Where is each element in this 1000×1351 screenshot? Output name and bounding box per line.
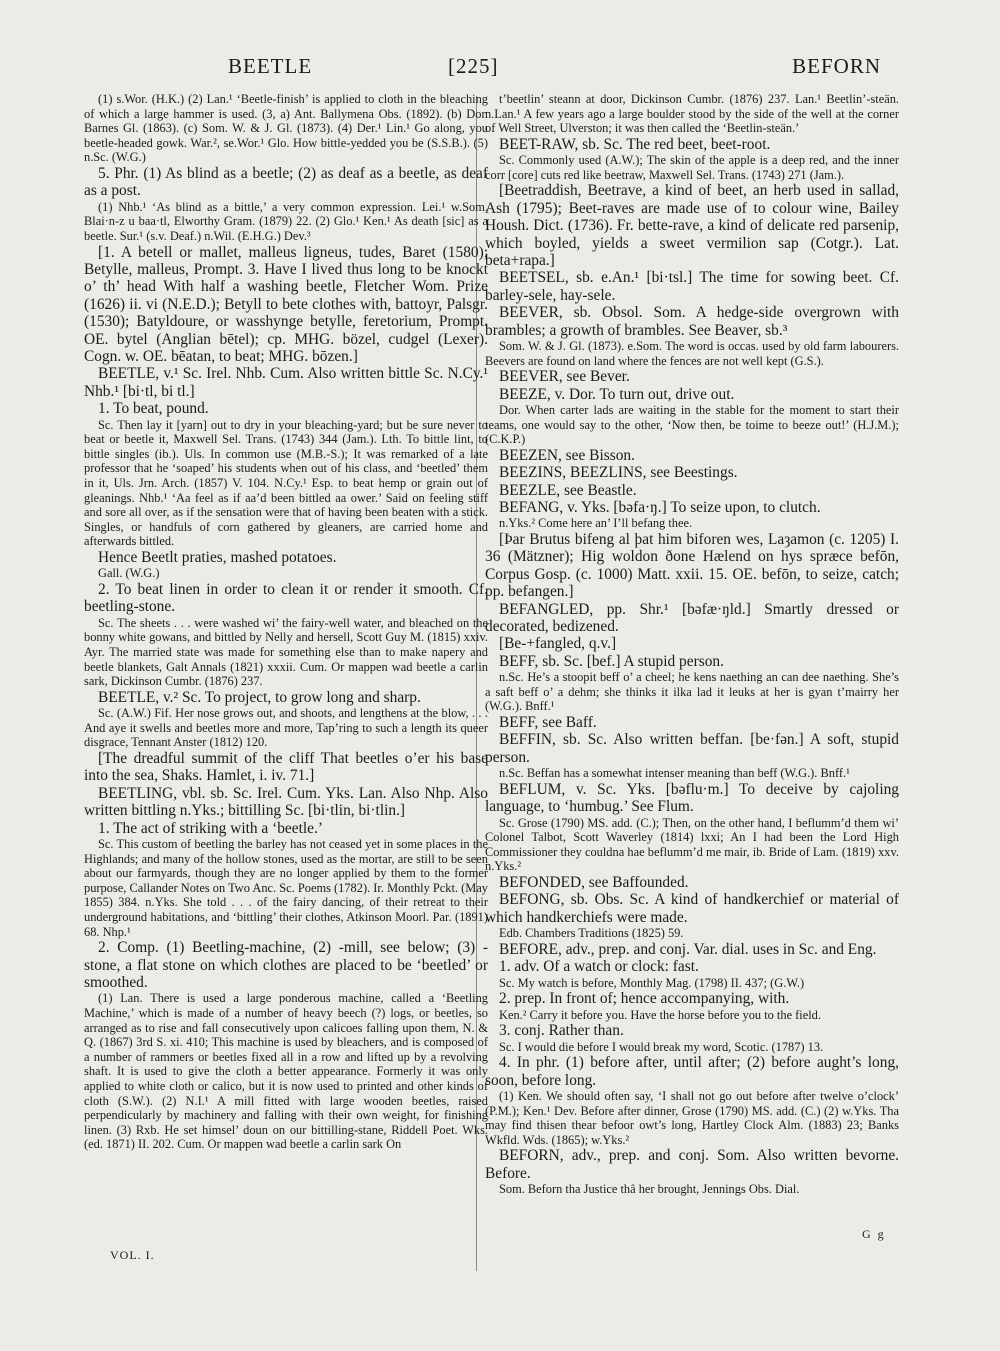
- page-number: [225]: [448, 54, 499, 78]
- entry-paragraph: 3. conj. Rather than.: [499, 1022, 624, 1040]
- entry-paragraph: BEFF, see Baff.: [499, 714, 597, 732]
- entry-paragraph: BEFONDED, see Baffounded.: [499, 874, 689, 892]
- entry-paragraph: BEEVER, see Bever.: [499, 368, 630, 386]
- citation-paragraph: Sc. Commonly used (A.W.); The skin of the apple is a deep red, and the inner corr [core] cuts red like beetraw, Maxwell Sel. Trans. (1743) 271 (Jam.).: [485, 153, 899, 182]
- entry-paragraph: Hence Beetlt praties, mashed potatoes.: [98, 548, 337, 566]
- citation-paragraph: Sc. Then lay it [yarn] out to dry in your bleaching-yard; but be sure never to beat or beetle it, Maxwell Sel. Trans. (1743) 344 (Jam.). Lth. To bittle lint, to bittle singles (ib.). Uls. In common use (M.B.-S.); It was remarked of a late professor that he ‘soaped’ his students when out of his class, and ‘beetled’ them in it, Uls. Jrn. Arch. (1857) V. 104. N.Cy.¹ Esp. to beat hemp or grain out of gleanings. Nhb.¹ ‘Aa feel as if aa’d been bittled aa ower.’ Said on feeling stiff and sore all over, as if the sensation were that of having been beaten with a stick. Singles, or handfuls of corn gathered by gleaners, are carried home and afterwards bittled.: [84, 417, 488, 549]
- citation-paragraph: Gall. (W.G.): [98, 566, 160, 581]
- citation-paragraph: t’beetlin’ steann at door, Dickinson Cumbr. (1876) 237. Lan.¹ Beetlin’-steän. n.Lan.¹ A few years ago a large boulder stood by the side of the well at the corner of Well Street, Ulverston; it was then called the ‘Beetlin-steän.’: [485, 92, 899, 136]
- citation-paragraph: (1) Lan. There is used a large ponderous machine, called a ‘Beetling Machine,’ which is made of a number of heavy beech (?) logs, or beetles, so arranged as to rise and fall consecutively upon calicoes falling upon them, N. & Q. (1867) 3rd S. xi. 410; This machine is used by bleachers, and is composed of a number of rammers or beetles fixed all in a row and lifted up by a revolving shaft. It is used to give the cloth a better appearance. Formerly it was only applied to white cloth or calico, but it is now used to printed and other kinds of cloth (S.W.). (2) N.I.¹ A mill fitted with large wooden beetles, raised perpendicularly by machinery and falling with their own weight, for finishing linen. (3) Rxb. He set himsel’ doun on our bittilling-stane, Riddell Poet. Wks. (ed. 1871) II. 202. Cum. Or mappen wad beetle a carlin sark On: [84, 991, 488, 1152]
- entry-paragraph: [Þar Brutus bifeng al þat him biforen wes, Laȝamon (c. 1205) I. 36 (Mätzner); Hig woldon ðone Hælend on hys spræce befōn, Corpus Gosp. (c. 1000) Matt. xxii. 15. OE. befōn, to seize, catch; pp. befangen.]: [485, 531, 899, 601]
- entry-paragraph: 2. prep. In front of; hence accompanying, with.: [499, 990, 790, 1008]
- entry-paragraph: BEFFIN, sb. Sc. Also written beffan. [be·fən.] A soft, stupid person.: [485, 731, 899, 766]
- citation-paragraph: Dor. When carter lads are waiting in the stable for the moment to start their teams, one would say to the other, ‘Now then, be toime to beeze out!’ (H.J.M.); (C.K.P.): [485, 403, 899, 447]
- citation-paragraph: n.Sc. He’s a stoopit beff o’ a cheel; he kens naething an can dee naething. She’s a saft beff o’ a dehm; she thinks it ilka lad it leuks at her is gyan t’mairry her (W.G.). Bnff.¹: [485, 670, 899, 714]
- entry-paragraph: BEEZLE, see Beastle.: [499, 481, 637, 499]
- citation-paragraph: Som. Beforn tha Justice thâ her brought, Jennings Obs. Dial.: [499, 1182, 800, 1197]
- entry-paragraph: BEEVER, sb. Obsol. Som. A hedge-side overgrown with brambles; a growth of brambles. See Beaver, sb.³: [485, 304, 899, 339]
- entry-paragraph: BEETLING, vbl. sb. Sc. Irel. Cum. Yks. Lan. Also Nhp. Also written bittling n.Yks.; bittilling Sc. [bi·tlin, bi·tlin.]: [84, 784, 488, 820]
- entry-paragraph: 5. Phr. (1) As blind as a beetle; (2) as deaf as a beetle, as deaf as a post.: [84, 164, 488, 200]
- left-column: [84, 92, 488, 1282]
- entry-paragraph: BEFORN, adv., prep. and conj. Som. Also written bevorne. Before.: [485, 1147, 899, 1182]
- running-header: [90, 54, 945, 84]
- citation-paragraph: n.Sc. Beffan has a somewhat intenser meaning than beff (W.G.). Bnff.¹: [499, 766, 850, 781]
- citation-paragraph: Sc. I would die before I would break my word, Scotic. (1787) 13.: [499, 1039, 824, 1054]
- citation-paragraph: Sc. The sheets . . . were washed wi’ the fairy-well water, and bleached on the bonny white gowans, and bittled by Nelly and hersell, Scott Guy M. (1815) xxiv. Ayr. The married state was made for something else than to make napery and beetle blankets, Galt Annals (1821) xxxii. Cum. Or mappen wad beetle a carlin sark, Dickinson Cumbr. (1876) 237.: [84, 615, 488, 689]
- entry-paragraph: 1. adv. Of a watch or clock: fast.: [499, 958, 699, 976]
- entry-paragraph: [Beetraddish, Beetrave, a kind of beet, an herb used in sallad, Ash (1795); Beet-raves are made use of to colour wine, Bailey Housh. Dict. (1736). Fr. bette-rave, a kind of delicate red parsenip, which boyled, yields a sweet vermilion sap (Cotgr.). Lat. beta+rapa.]: [485, 182, 899, 269]
- entry-paragraph: 1. To beat, pound.: [98, 400, 209, 418]
- entry-paragraph: BEEZINS, BEEZLINS, see Beestings.: [499, 464, 738, 482]
- citation-paragraph: (1) s.Wor. (H.K.) (2) Lan.¹ ‘Beetle-finish’ is applied to cloth in the bleaching of which a large hammer is used. (3, a) Ant. Ballymena Obs. (1892). (b) Dor. Barnes Gl. (1863). (c) Som. W. & J. Gl. (1873). (4) Der.¹ Lin.¹ Go along, you beetle-headed gowk. War.², se.Wor.¹ Glo. How bittle-yedded you be (S.S.B.). (5) n.Sc. (W.G.): [84, 92, 488, 165]
- citation-paragraph: Ken.² Carry it before you. Have the horse before you to the field.: [499, 1007, 821, 1022]
- entry-paragraph: BEFLUM, v. Sc. Yks. [bəflu·m.] To deceive by cajoling language, to ‘humbug.’ See Flum.: [485, 780, 899, 816]
- header-last-word: BEFORN: [792, 54, 881, 78]
- citation-paragraph: Sc. My watch is before, Monthly Mag. (1798) II. 437; (G.W.): [499, 975, 805, 990]
- citation-paragraph: Som. W. & J. Gl. (1873). e.Som. The word is occas. used by old farm labourers. Beevers are found on land where the fences are not well kept (G.S.).: [485, 339, 899, 368]
- right-column: [485, 92, 899, 1282]
- entry-paragraph: [1. A betell or mallet, malleus ligneus, tudes, Baret (1580); Betylle, malleus, Prompt. 3. Have I lived thus long to be knockt o’ th’ head With half a washing beetle, Fletcher Wom. Prize (1626) ii. vi (N.E.D.); Betyll to bete clothes with, battoyr, Palsgr. (1530); Batyldoure, or wasshynge betylle, feretorium, Prompt. OE. bytel (Anglian bētel); cp. MHG. bözel, cudgel (Lexer). Cogn. w. OE. bēatan, to beat; MHG. bōzen.]: [84, 243, 488, 365]
- entry-paragraph: BEFANG, v. Yks. [bəfa·ŋ.] To seize upon, to clutch.: [499, 499, 821, 517]
- entry-paragraph: 2. Comp. (1) Beetling-machine, (2) -mill, see below; (3) -stone, a flat stone on which clothes are placed to be ‘beetled’ or smoothed.: [84, 939, 488, 991]
- entry-paragraph: BEETSEL, sb. e.An.¹ [bi·tsl.] The time for sowing beet. Cf. barley-sele, hay-sele.: [485, 269, 899, 304]
- entry-paragraph: BEETLE, v.¹ Sc. Irel. Nhb. Cum. Also written bittle Sc. N.Cy.¹ Nhb.¹ [bi·tl, bi tl.]: [84, 365, 488, 400]
- entry-paragraph: [The dreadful summit of the cliff That beetles o’er his base into the sea, Shaks. Hamlet, i. iv. 71.]: [84, 749, 488, 785]
- citation-paragraph: (1) Nhb.¹ ‘As blind as a bittle,’ a very common expression. Lei.¹ w.Som. Blai·n-z u baa·tl, Elworthy Gram. (1879) 22. (2) Glo.¹ Ken.¹ As death [sic] as a beetle. Sur.¹ (s.v. Deaf.) n.Wil. (E.H.G.) Dev.³: [84, 199, 488, 243]
- entry-paragraph: 1. The act of striking with a ‘beetle.’: [98, 819, 323, 837]
- entry-paragraph: 2. To beat linen in order to clean it or render it smooth. Cf. beetling-stone.: [84, 580, 488, 616]
- entry-paragraph: [Be-+fangled, q.v.]: [499, 635, 617, 653]
- citation-paragraph: n.Yks.² Come here an’ I’ll befang thee.: [499, 516, 693, 531]
- volume-label: VOL. I.: [110, 1248, 155, 1262]
- citation-paragraph: Sc. Grose (1790) MS. add. (C.); Then, on the other hand, I beflumm’d them wi’ Colonel Talbot, Scott Waverley (1814) lxxi; An I had been the Lord High Commissioner they couldna hae beflumm’d me mair, ib. Bride of Lam. (1819) xxv. n.Yks.²: [485, 815, 899, 874]
- signature-mark: G g: [862, 1227, 886, 1241]
- citation-paragraph: (1) Ken. We should often say, ‘I shall not go out before after twelve o’clock’ (P.M.); Ken.¹ Dev. Before after dinner, Grose (1790) MS. add. (C.) (2) w.Yks. Tha may find thisen thear befoor owt’s long, Hartley Clock Alm. (1883) 23; Banks Wkfld. Wds. (1865); w.Yks.²: [485, 1089, 899, 1147]
- entry-paragraph: BEFORE, adv., prep. and conj. Var. dial. uses in Sc. and Eng.: [499, 940, 877, 958]
- entry-paragraph: BEET-RAW, sb. Sc. The red beet, beet-root.: [499, 135, 771, 153]
- citation-paragraph: Sc. This custom of beetling the barley has not ceased yet in some places in the Highlands; and many of the hollow stones, used as the mortar, are still to be seen about our farmyards, though they are no longer applied by them to the former purpose, Callander Notes on Two Anc. Sc. Poems (1782). Ir. Monthly Pckt. (May 1855) 384. n.Yks. She told . . . of the fairy dancing, of their retreat to their underground habitations, and ‘bittling’ their clothes, Atkinson Moorl. Par. (1891) 68. Nhp.¹: [84, 836, 488, 939]
- citation-paragraph: Edb. Chambers Traditions (1825) 59.: [499, 926, 684, 941]
- entry-paragraph: BEFF, sb. Sc. [bef.] A stupid person.: [499, 652, 724, 670]
- entry-paragraph: 4. In phr. (1) before after, until after; (2) before aught’s long, soon, before long.: [485, 1054, 899, 1089]
- citation-paragraph: Sc. (A.W.) Fif. Her nose grows out, and shoots, and lengthens at the blow, . . . And aye it swells and beetles more and more, Tap’ring to such a length its queer disgrace, Tennant Anster (1812) 120.: [84, 706, 488, 750]
- entry-paragraph: BEETLE, v.² Sc. To project, to grow long and sharp.: [98, 688, 421, 706]
- entry-paragraph: BEFONG, sb. Obs. Sc. A kind of handkerchief or material of which handkerchiefs were made.: [485, 891, 899, 926]
- entry-paragraph: BEEZEN, see Bisson.: [499, 446, 635, 464]
- entry-paragraph: BEFANGLED, pp. Shr.¹ [bəfæ·ŋld.] Smartly dressed or decorated, bedizened.: [485, 600, 899, 636]
- header-first-word: BEETLE: [228, 54, 313, 78]
- entry-paragraph: BEEZE, v. Dor. To turn out, drive out.: [499, 385, 735, 403]
